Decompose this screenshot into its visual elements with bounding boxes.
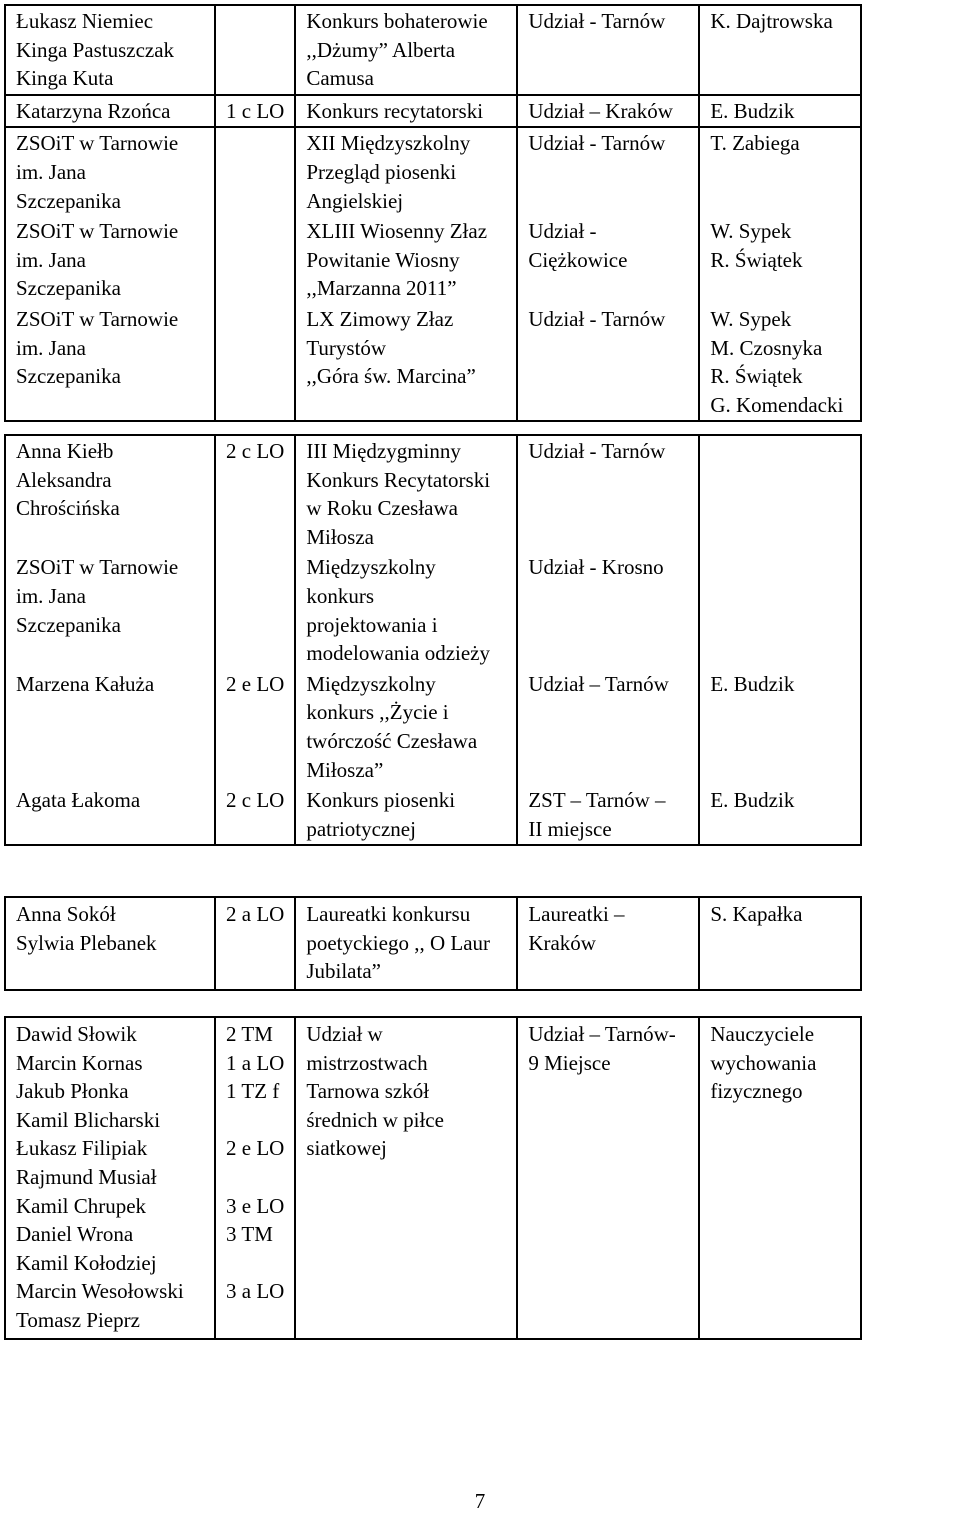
cell-line: R. Świątek [710, 364, 803, 389]
cell-line: W. Sypek [710, 219, 792, 244]
participants-cell [5, 1017, 215, 1339]
table-row [5, 216, 861, 304]
event-cell [295, 1017, 517, 1339]
cell-line: Daniel Wrona [16, 1222, 134, 1247]
cell-line: Ciężkowice [528, 247, 628, 272]
class-cell [215, 5, 295, 95]
cell-line: siatkowej [306, 1136, 387, 1161]
table-row [5, 669, 861, 785]
cell-line: Sylwia Plebanek [16, 930, 157, 955]
result-cell [517, 216, 699, 304]
event-cell [295, 435, 517, 552]
cell-line: Przegląd piosenki [306, 159, 457, 184]
cell-line: Szczepanika [16, 364, 121, 389]
cell-line: Anna Kiełb [16, 439, 114, 463]
cell-line: Camusa [306, 66, 374, 91]
participants-cell [5, 435, 215, 552]
cell-line: Udział w [306, 1022, 383, 1046]
teacher-cell [699, 435, 861, 552]
cell-line: średnich w piłce [306, 1107, 444, 1132]
cell-line: 9 Miejsce [528, 1050, 611, 1075]
cell-line: Miłosza” [306, 757, 384, 782]
table-events-part1 [4, 4, 862, 422]
cell-line: Łukasz Filipiak [16, 1136, 148, 1161]
cell-line: Udział – Tarnów [528, 671, 669, 696]
result-cell [517, 127, 699, 216]
cell-line [226, 1249, 284, 1278]
cell-line: E. Budzik [710, 98, 795, 123]
participants-cell [5, 552, 215, 668]
cell-line: R. Świątek [710, 247, 803, 272]
class-cell [215, 897, 295, 990]
table-events-part2 [4, 434, 862, 846]
cell-line: Kamil Blicharski [16, 1107, 161, 1132]
class-cell [215, 552, 295, 668]
cell-line: Tarnowa szkół [306, 1079, 430, 1104]
teacher-cell [699, 95, 861, 128]
cell-line: T. Zabiega [710, 131, 800, 156]
cell-line: fizycznego [710, 1079, 803, 1104]
cell-line: II miejsce [528, 816, 612, 841]
cell-line: Chrościńska [16, 496, 120, 521]
cell-line: XLIII Wiosenny Złaz [306, 219, 488, 244]
participants-cell [5, 669, 215, 785]
cell-line: ,,Góra św. Marcina” [306, 364, 476, 389]
cell-line: poetyckiego ,, O Laur [306, 930, 491, 955]
cell-line: Laureatki konkursu [306, 902, 471, 926]
cell-line: Udział - Krosno [528, 555, 664, 580]
cell-line: Międzyszkolny [306, 671, 436, 696]
cell-line: LX Zimowy Złaz [306, 306, 454, 331]
cell-line: 1 c LO [226, 98, 285, 123]
table-row [5, 552, 861, 668]
cell-line: 2 TM [226, 1022, 273, 1046]
cell-line: Konkurs Recytatorski [306, 467, 491, 492]
cell-line: mistrzostwach [306, 1050, 428, 1075]
result-cell [517, 95, 699, 128]
cell-line: 3 TM [226, 1222, 273, 1247]
cell-line: im. Jana [16, 583, 86, 608]
table-row [5, 95, 861, 128]
cell-line: 2 e LO [226, 1136, 285, 1161]
cell-line: Udział – Tarnów- [528, 1022, 676, 1046]
cell-line: 2 c LO [226, 439, 285, 463]
cell-line [226, 1106, 284, 1135]
table-row [5, 1017, 861, 1339]
participants-cell [5, 304, 215, 421]
cell-line: Udział - Tarnów [528, 439, 666, 463]
teacher-cell [699, 5, 861, 95]
class-cell [215, 304, 295, 421]
cell-line: modelowania odzieży [306, 641, 491, 666]
cell-line: Konkurs bohaterowie [306, 9, 488, 33]
participants-cell [5, 5, 215, 95]
result-cell [517, 304, 699, 421]
cell-line: 3 a LO [226, 1279, 285, 1304]
cell-line: 3 e LO [226, 1193, 285, 1218]
cell-line: E. Budzik [710, 671, 795, 696]
cell-line: Udział - Tarnów [528, 9, 666, 33]
cell-line: Agata Łakoma [16, 788, 141, 813]
teacher-cell [699, 785, 861, 845]
cell-line: Laureatki – [528, 902, 625, 926]
cell-line: Rajmund Musiał [16, 1164, 157, 1189]
cell-line: Udział - Tarnów [528, 306, 666, 331]
cell-line: 1 TZ f [226, 1079, 280, 1104]
cell-line: konkurs ,,Życie i [306, 700, 449, 725]
cell-line: Konkurs piosenki [306, 788, 456, 813]
cell-line: Szczepanika [16, 276, 121, 301]
cell-line [226, 1163, 284, 1192]
cell-line: 2 e LO [226, 671, 285, 696]
teacher-cell [699, 552, 861, 668]
cell-line: ZSOiT w Tarnowie [16, 219, 179, 244]
cell-line: ZSOiT w Tarnowie [16, 555, 179, 580]
event-cell [295, 669, 517, 785]
participants-cell [5, 897, 215, 990]
table-row [5, 785, 861, 845]
event-cell [295, 5, 517, 95]
cell-line: Kinga Kuta [16, 66, 114, 91]
cell-line: im. Jana [16, 247, 86, 272]
cell-line: twórczość Czesława [306, 728, 478, 753]
table-row [5, 304, 861, 421]
cell-line: Kamil Kołodziej [16, 1250, 157, 1275]
cell-line: ZSOiT w Tarnowie [16, 131, 179, 156]
participants-cell [5, 785, 215, 845]
cell-line: K. Dajtrowska [710, 9, 833, 33]
participants-cell [5, 95, 215, 128]
cell-line: Udział - [528, 219, 597, 244]
event-cell [295, 216, 517, 304]
cell-line: M. Czosnyka [710, 335, 823, 360]
cell-line: w Roku Czesława [306, 496, 458, 521]
cell-line: S. Kapałka [710, 902, 803, 926]
cell-line: W. Sypek [710, 306, 792, 331]
class-cell [215, 435, 295, 552]
table-row [5, 127, 861, 216]
cell-line: Szczepanika [16, 188, 121, 213]
cell-line: projektowania i [306, 612, 438, 637]
cell-line: Kraków [528, 930, 596, 955]
result-cell [517, 897, 699, 990]
result-cell [517, 552, 699, 668]
result-cell [517, 785, 699, 845]
cell-line: konkurs [306, 583, 374, 608]
event-cell [295, 785, 517, 845]
event-cell [295, 95, 517, 128]
cell-line: Marcin Wesołowski [16, 1279, 184, 1304]
cell-line: Nauczyciele [710, 1022, 815, 1046]
class-cell [215, 127, 295, 216]
teacher-cell [699, 1017, 861, 1339]
teacher-cell [699, 669, 861, 785]
class-cell [215, 216, 295, 304]
cell-line: Tomasz Pieprz [16, 1307, 140, 1332]
cell-line: 1 a LO [226, 1050, 285, 1075]
cell-line: im. Jana [16, 159, 86, 184]
class-cell [215, 785, 295, 845]
table-events-part4 [4, 1016, 862, 1340]
cell-line: Turystów [306, 335, 387, 360]
cell-line: 2 a LO [226, 902, 285, 926]
cell-line: E. Budzik [710, 788, 795, 813]
class-cell [215, 95, 295, 128]
cell-line: Marzena Kałuża [16, 671, 155, 696]
cell-line: patriotycznej [306, 816, 416, 841]
cell-line: Jubilata” [306, 959, 381, 984]
cell-line: Dawid Słowik [16, 1022, 137, 1046]
cell-line: Kinga Pastuszczak [16, 37, 175, 62]
cell-line: Jakub Płonka [16, 1079, 129, 1104]
table-row [5, 435, 861, 552]
teacher-cell [699, 127, 861, 216]
result-cell [517, 1017, 699, 1339]
participants-cell [5, 216, 215, 304]
cell-line: Katarzyna Rzońca [16, 98, 171, 123]
cell-line: G. Komendacki [710, 392, 844, 417]
teacher-cell [699, 304, 861, 421]
cell-line: Udział – Kraków [528, 98, 673, 123]
cell-line: ,,Dżumy” Alberta [306, 37, 456, 62]
cell-line: XII Międzyszkolny [306, 131, 471, 156]
cell-line: Anna Sokół [16, 902, 116, 926]
cell-line: Szczepanika [16, 612, 121, 637]
table-events-part3 [4, 896, 862, 991]
cell-line: Udział - Tarnów [528, 131, 666, 156]
teacher-cell [699, 216, 861, 304]
cell-line: Międzyszkolny [306, 555, 436, 580]
cell-line: Łukasz Niemiec [16, 9, 154, 33]
cell-line: Miłosza [306, 524, 374, 549]
participants-cell [5, 127, 215, 216]
result-cell [517, 435, 699, 552]
cell-line: ,,Marzanna 2011” [306, 276, 457, 301]
event-cell [295, 304, 517, 421]
event-cell [295, 552, 517, 668]
event-cell [295, 897, 517, 990]
cell-line: Kamil Chrupek [16, 1193, 147, 1218]
cell-line: ZST – Tarnów – [528, 788, 666, 813]
teacher-cell [699, 897, 861, 990]
table-row [5, 897, 861, 990]
cell-line: Marcin Kornas [16, 1050, 143, 1075]
cell-line: Aleksandra [16, 467, 112, 492]
cell-line: Powitanie Wiosny [306, 247, 460, 272]
result-cell [517, 669, 699, 785]
class-cell [215, 669, 295, 785]
table-row [5, 5, 861, 95]
cell-line: ZSOiT w Tarnowie [16, 306, 179, 331]
cell-line: III Międzygminny [306, 439, 461, 463]
cell-line: Konkurs recytatorski [306, 98, 484, 123]
result-cell [517, 5, 699, 95]
page-number: 7 [474, 1489, 486, 1513]
cell-line: 2 c LO [226, 788, 285, 813]
class-cell [215, 1017, 295, 1339]
cell-line: im. Jana [16, 335, 86, 360]
event-cell [295, 127, 517, 216]
cell-line: wychowania [710, 1050, 817, 1075]
cell-line: Angielskiej [306, 188, 404, 213]
